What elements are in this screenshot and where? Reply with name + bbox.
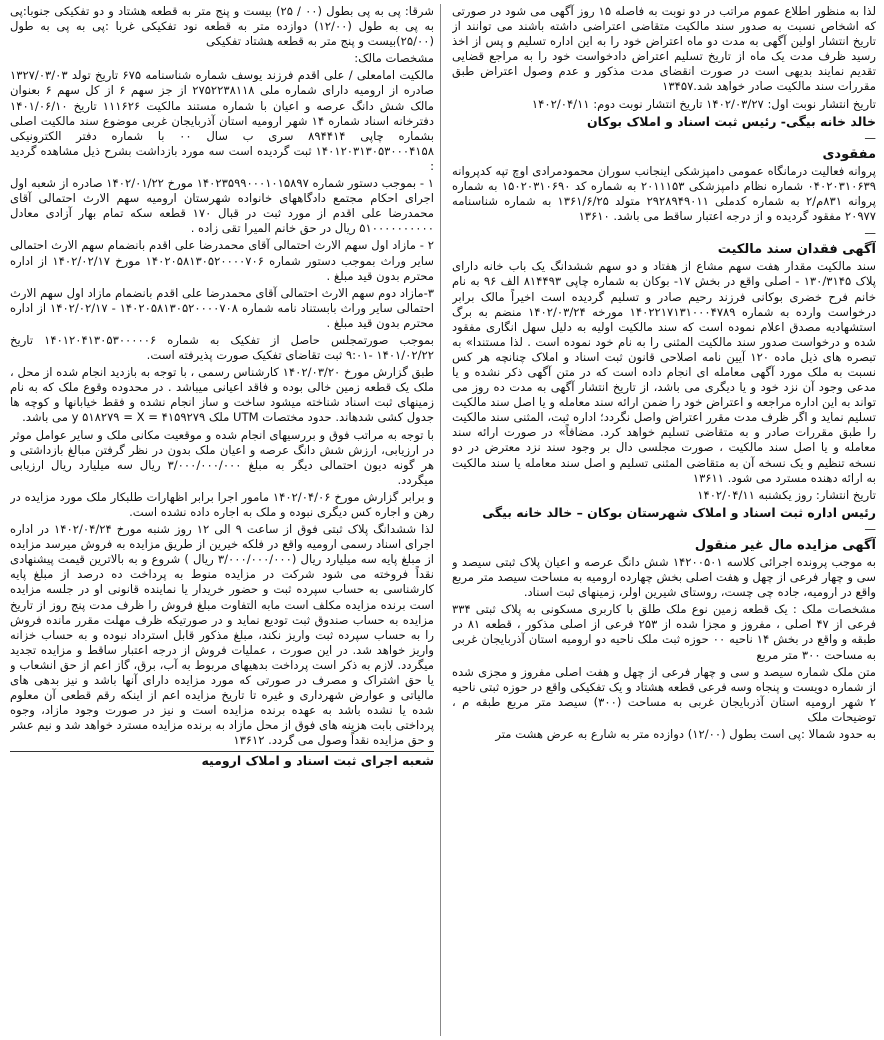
boundaries-continuation: شرقا: پی به پی بطول (۰۰ / ۲۵) بیست و پنج متر به قطعه هشتاد و دو تفکیکی جنوبا:پی به پی به طول (۱۲/۰۰) دوازده متر به قطعه نود تفکیکی غربا :پی به پی به طول (۲۵/۰۰)بیست و پنج متر به قطعه هشتاد تفکیکی [10, 4, 434, 49]
valuation: با توجه به مراتب فوق و بررسیهای انجام شده و موقعیت مکانی ملک و سایر عوامل موثر در ارزیابی، ارزش شش دانگ عرصه و اعیان ملک بدون در نظر گرفتن مبالغ بازداشتی و هر گونه دیون احتمالی دیگر به مبلغ ۳/۰۰۰/۰۰۰/۰۰۰ ریال سه میلیارد ریال ارزیابی میگردد. [10, 427, 434, 487]
seizure-item-2: ۲ - مازاد اول سهم الارث احتمالی آقای محمدرضا علی اقدم بانضمام سهم الارث احتمالی سایر وراث بموجب دستور شماره ۱۴۰۲۰۵۸۱۳۰۵۲۰۰۰۰۷۰۶ مورخ ۱۴۰۲/۰۲/۱۷ از اداره محترم بدون قید مبلغ . [10, 238, 434, 283]
auction-signature: شعبه اجرای ثبت اسناد و املاک ارومیه [10, 751, 434, 768]
separator-dash: — [864, 226, 876, 241]
seizure-item-3: ۳-مازاد دوم سهم الارث احتمالی آقای محمدرضا علی اقدم بانضمام مازاد اول سهم الارث احتمالی سایر وراث بابستناد نامه شماره ۱۴۰۲۰۵۸۱۳۰۵۲۰۰۰۰۷۰۸ - ۱۴۰۲/۰۲/۱۷ از اداره محترم بدون قید مبلغ . [10, 285, 434, 330]
column-divider [440, 4, 441, 1036]
agent-report: و برابر گزارش مورخ ۱۴۰۲/۰۴/۰۶ مامور اجرا برابر اظهارات طلبکار ملک مورد مزایده در رهن و اجاره کس دیگری نبوده و ملک به اجاره داده نشده است. [10, 489, 434, 519]
right-column [452, 4, 876, 1036]
auction-intro: به موجب پرونده اجرائی کلاسه ۱۴۲۰۰۵۰۱ شش دانگ عرصه و اعیان پلاک ثبتی سیصد و سی و چهار فرعی از چهل و هفت اصلی بخش چهارده ارومیه به مساحت سیصد متر مربع واقع در ارومیه، جاده چی چست، روستای شیرین اولر، زمینهای ثبت اسناد. [452, 555, 876, 600]
notice-body: لذا به منظور اطلاع عموم مراتب در دو نوبت به فاصله ۱۵ روز آگهی می شود در صورتی که اشخاص نسبت به صدور سند مالکیت متقاضی اعتراضی داشته باشند می توانند از تاریخ انتشار اولین آگهی به مدت دو ماه اعتراض خود را به این اداره تسلیم و پس از اخذ رسید ظرف مدت یک ماه از تاریخ تسلیم اعتراض دادخواست خود را به مراجع قضایی تقدیم نمایند بدیهی است در صورت انقضای مدت مذکور و عدم وصول اعتراض طبق مقررات سند مالکیت صادر خواهد شد.۱۳۴۵۷ [452, 4, 876, 94]
left-column [10, 4, 434, 1036]
owners-details: مالکیت امامعلی / علی اقدم فرزند یوسف شماره شناسنامه ۶۷۵ تاریخ تولد ۱۳۲۷/۰۳/۰۳ صادره از ارومیه دارای شماره ملی ۲۷۵۲۲۳۸۱۱۸ از جز سهم ۶ از کل سهم ۶ بعنوان مالک شش دانگ عرصه و اعیان با شماره مستند مالکیت ۱۱۱۶۲۶ تاریخ ۱۴۰۱/۰۶/۱۰ دفترخانه اسناد شماره ۱۴ شهر ارومیه استان آذربایجان غربی موضوع سند مالکیت اصلی بشماره چاپی ۸۹۴۴۱۴ سری ب سال ۰۰ با شماره دفتر الکترونیکی ۱۴۰۱۲۰۳۱۳۰۵۳۰۰۰۴۱۵۸ ثبت گردیده است سه مورد بازداشت بشرح ذیل مشاهده گردید : [10, 68, 434, 173]
owners-label: مشخصات مالک: [354, 51, 434, 66]
auction-north-boundary: به حدود شمالا :پی است بطول (۱۲/۰۰) دوازده متر به شارع به عرض هشت متر [495, 727, 876, 742]
deed-loss-body: سند مالکیت مقدار هفت سهم مشاع از هفتاد و دو سهم ششدانگ یک باب خانه دارای پلاک ۱۳۰/۳۱۴۵ - اصلی واقع در بخش ۱۷- بوکان به شماره چاپی ۸۱۴۴۹۳ الف ۹۶ به نام خانم فرح خضری بوکانی فرزند رحیم صادر و تسلیم گردیده است اخیراً مالک برابر درخواست وارده به شماره ۱۴۰۲۲۱۷۱۳۱۰۰۰۴۷۸۹ مورخه ۱۴۰۲/۰۳/۲۴ منضم به برگ استشهادیه مصدق اعلام نموده است که سند مالکیت اولیه به دلیل سهل انگاری مفقود شده و درخواست صدور سند مالکیت المثنی را به نام خود نموده است . لذا مستندا» به تبصره های ذیل ماده ۱۲۰ آیین نامه اصلاحی قانون ثبت اسناد و املاک چنانچه هر کس نسبت به ملک مورد آگهی معامله ای انجام داده است که در متن آگهی ذکر نشده و یا مدعی وجود آن نزد خود و یا دیگری می باشد، از تاریخ انتشار آگهی به مدت ده روز می تواند به این اداره مراجعه و اعتراض خود را ضمن ارائه سند معامله و یا اصل سند مالکیت تسلیم نماید و اگر ظرف مدت مقرر اعتراض واصل نگردد؛ اداره ثبت، المثنی سند مالکیت را طبق مقررات صادر و به متقاضی تسلیم خواهد کرد. مضافاً» در صورت ارائه سند معامله و یا اصل سند مالکیت ، صورت مجلسی دال بر وجود سند نزد معترض در دو نسخه تنظیم و یک نسخه آن به متقاضی المثنی تسلیم و اصل سند معامله یا سند مالکیت به ارائه دهنده مسترد می شود. ۱۳۶۱۱ [452, 259, 876, 485]
publication-dates: تاریخ انتشار نوبت اول: ۱۴۰۲/۰۳/۲۷ تاریخ انتشار نوبت دوم: ۱۴۰۲/۰۴/۱۱ [531, 96, 876, 111]
deed-loss-date: تاریخ انتشار: روز یکشنبه ۱۴۰۲/۰۴/۱۱ [697, 487, 876, 502]
separator-dash: — [864, 521, 876, 536]
seizure-item-1: ۱ - بموجب دستور شماره ۱۴۰۲۳۵۹۹۰۰۰۱۰۱۵۸۹۷ مورخ ۱۴۰۲/۰۱/۲۲ صادره از شعبه اول اجرای احکام مجتمع دادگاههای خانواده شهرستان ارومیه سهم الارث احتمالی آقای محمدرضا علی اقدم از مورد ثبت در قبال ۱۷۰ قطعه سکه تمام بهار آزادی معادل ۵۱۰۰۰۰۰۰۰۰۰۰ ریال در حق خانم المیرا تقی زاده . [10, 176, 434, 236]
auction-title: آگهی مزایده مال غیر منقول [694, 537, 876, 553]
expert-report: طبق گزارش مورخ ۱۴۰۲/۰۳/۲۰ کارشناس رسمی ، با توجه به بازدید انجام شده از محل ، ملک یک قطعه زمین خالی بوده و فاقد اعیانی میباشد . در محدوده وقوع ملک که به نام زمینهای ثبت اسناد شناخته میشود ساخت و ساز انجام نشده و فقط خیابانها و کوچه ها جدول کشی شدهاند. حدود مختصات UTM ملک ۴۱۵۹۲۷۹ = y ۵۱۸۲۷۹ = X می باشد. [10, 365, 434, 425]
lost-notice-body: پروانه فعالیت درمانگاه عمومی دامپزشکی اینجانب سوران محمودمرادی اوچ تپه کدپروانه ۰۴۰۲۰۳۱۰۶۳۹ شماره نظام دامپزشکی ۲۰۱۱۱۵۳ به شماره کد ۱۵۰۲۰۳۱۰۶۹۰ به شماره پروانه ۸۳۱م/۲ به شماره کدملی ۲۹۲۸۹۴۹۰۱۱ متولد ۱۳۶۱/۶/۲۵ به شماره شناسنامه ۲۰۹۷۷ مفقود گردیده و از درجه اعتبار ساقط می باشد. ۱۳۶۱۰ [452, 163, 876, 224]
notice-signature: خالد خانه بیگی- رئیس ثبت اسناد و املاک بوکان [586, 113, 876, 129]
auction-text: متن ملک شماره سیصد و سی و چهار فرعی از چهل و هفت اصلی مفروز و مجزی شده از شماره دویست و پنجاه وسه فرعی قطعه هشتاد و یک تفکیکی واقع در حوزه ثبتی ناحیه ۲ شهر ارومیه استان آذربایجان غربی به مساحت (۳۰۰) سیصد متر مربع طبقه م ، توضیحات ملک [452, 664, 876, 724]
lost-notice-title: مفقودی [822, 146, 876, 162]
subdivision-minutes: بموجب صورتمجلس حاصل از تفکیک به شماره ۱۴۰۱۲۰۴۱۳۰۵۳۰۰۰۰۰۶ تاریخ ۱۴۰۱/۰۲/۲۲ -۹:۰۱ ثبت تقاضای تفکیک صورت پذیرفته است. [10, 332, 434, 363]
auction-specs: مشخصات ملک : یک قطعه زمین نوع ملک طلق با کاربری مسکونی به پلاک ثبتی ۳۳۴ فرعی از ۴۷ اصلی ، مفروز و مجزا شده از ۲۵۳ فرعی از اصلی مذکور ، قطعه ۸۱ در طبقه و واقع در بخش ۱۴ ناحیه ۰۰ حوزه ثبت ملک ناحیه دو ارومیه استان آذربایجان غربی به مساحت ۳۰۰ متر مربع [452, 602, 876, 662]
deed-loss-signature: رئیس اداره ثبت اسناد و املاک شهرستان بوکان – خالد خانه بیگی [482, 504, 876, 520]
auction-terms: لذا ششدانگ پلاک ثبتی فوق از ساعت ۹ الی ۱۲ روز شنبه مورخ ۱۴۰۲/۰۴/۲۴ در اداره اجرای اسناد رسمی ارومیه واقع در فلکه خیرین از طریق مزایده به فروش میرسد مزایده از مبلغ پایه سه میلیارد ریال (۳/۰۰۰/۰۰۰/۰۰۰ ریال ) شروع و به بالاترین قیمت پیشنهادی نقداً فروخته می شود شرکت در مزایده منوط به پرداخت ده درصد از مبلغ پایه کارشناسی به حساب سپرده ثبت و حضور خریدار یا نماینده قانونی او در جلسه مزایده است برنده مزایده مکلف است مابه التفاوت مبلغ فروش را ظرف مدت پنج روز از تاریخ مزایده به حساب صندوق ثبت تودیع نماید و در صورتیکه ظرف مهلت مقرر مانده فروش را به حساب سپرده ثبت واریز نکند، مبلغ مذکور قابل استرداد نبوده و به حساب خزانه واریز خواهد شد. در این صورت ، عملیات فروش از درجه اعتبار ساقط و مزایده تجدید میگردد. لازم به ذکر است پرداخت بدهیهای مربوط به آب، برق، گاز اعم از حق انشعاب و یا حق اشتراک و مصرف در صورتی که مورد مزایده دارای آنها باشد و نیز بدهی های مالیاتی و عوارض شهرداری و غیره تا تاریخ مزایده اعم از اینکه رقم قطعی آن معلوم شده یا نشده باشد به عهده برنده مزایده است و نیز در صورت وجود مازاد، وجوه پرداختی بابت هزینه های فوق از محل مازاد به برنده مزایده مسترد خواهد شد و نیم عشر و حق مزایده نقداً وصول می گردد. ۱۳۶۱۲ [10, 522, 434, 748]
deed-loss-title: آگهی فقدان سند مالکیت [717, 242, 876, 258]
separator-dash: — [864, 130, 876, 145]
